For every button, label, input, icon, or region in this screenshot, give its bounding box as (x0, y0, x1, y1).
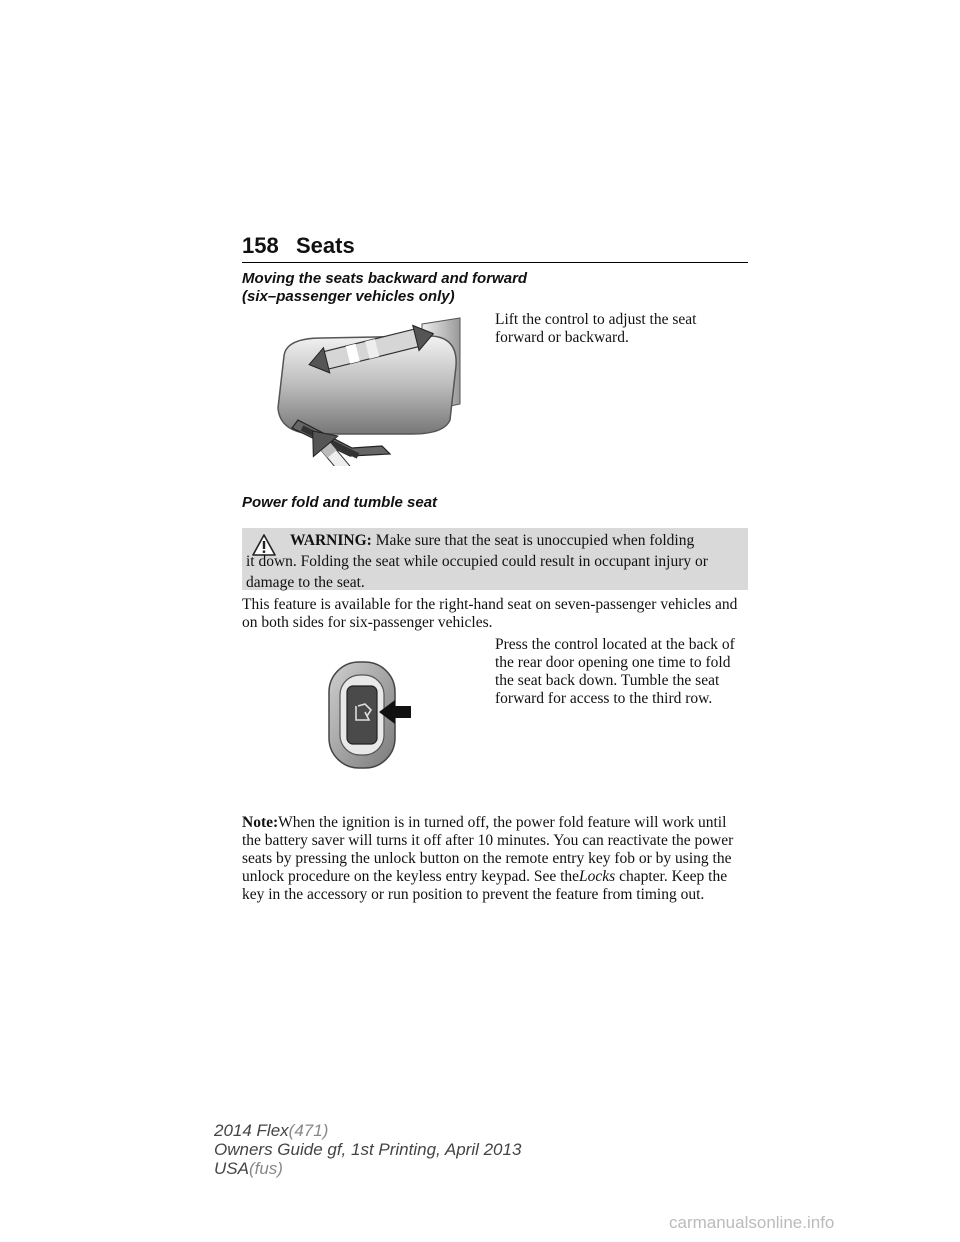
locks-chapter-ref: Locks (579, 868, 616, 885)
footer-market-code: (fus) (248, 1159, 283, 1178)
footer-printing: Owners Guide gf, 1st Printing, April 2013 (214, 1140, 522, 1159)
section-heading-power-fold: Power fold and tumble seat (242, 494, 438, 511)
chapter-title: Seats (296, 233, 355, 258)
footer-code: (471) (288, 1121, 329, 1140)
header-rule (242, 262, 748, 263)
heading-line-2: (six–passenger vehicles only) (242, 288, 455, 305)
note-paragraph (242, 814, 748, 904)
availability-text: This feature is available for the right-hand seat on seven-passenger vehicles and on both sides for six-passenger vehicles. (242, 596, 738, 631)
press-control-text: Press the control located at the back of the rear door opening one time to fold the seat back down. Tumble the seat forward for access to the third row. (495, 636, 735, 707)
warning-label: WARNING: (290, 532, 372, 549)
note-label: Note: (242, 814, 279, 831)
footer-model: 2014 Flex (214, 1121, 289, 1140)
note-text-1: When the ignition is in turned off, the power fold feature will work until the battery saver will turns it off after 10 minutes. You can reactivate the power seats by pressing the unlock button on the remote entry key fob or by using the unlock procedure on the keyless entry keypad. See the (242, 814, 734, 885)
watermark: carmanualsonline.info (669, 1213, 835, 1232)
seat-adjust-text: Lift the control to adjust the seat forward or backward. (495, 311, 697, 346)
section-heading-moving-seats (242, 270, 527, 306)
warning-line-1: Make sure that the seat is unoccupied when folding (375, 532, 695, 549)
warning-rest: it down. Folding the seat while occupied could result in occupant injury or damage to the seat. (246, 553, 708, 591)
warning-text (246, 530, 742, 593)
seat-adjust-illustration (272, 316, 472, 466)
page-number: 158 (242, 233, 279, 258)
footer (214, 1121, 521, 1178)
fold-switch-illustration (327, 660, 417, 770)
note-text-2: chapter. Keep the key in the accessory or run position to prevent the feature from timing out. (242, 868, 728, 903)
heading-line-1: Moving the seats backward and forward (242, 270, 528, 287)
footer-market: USA (214, 1159, 249, 1178)
